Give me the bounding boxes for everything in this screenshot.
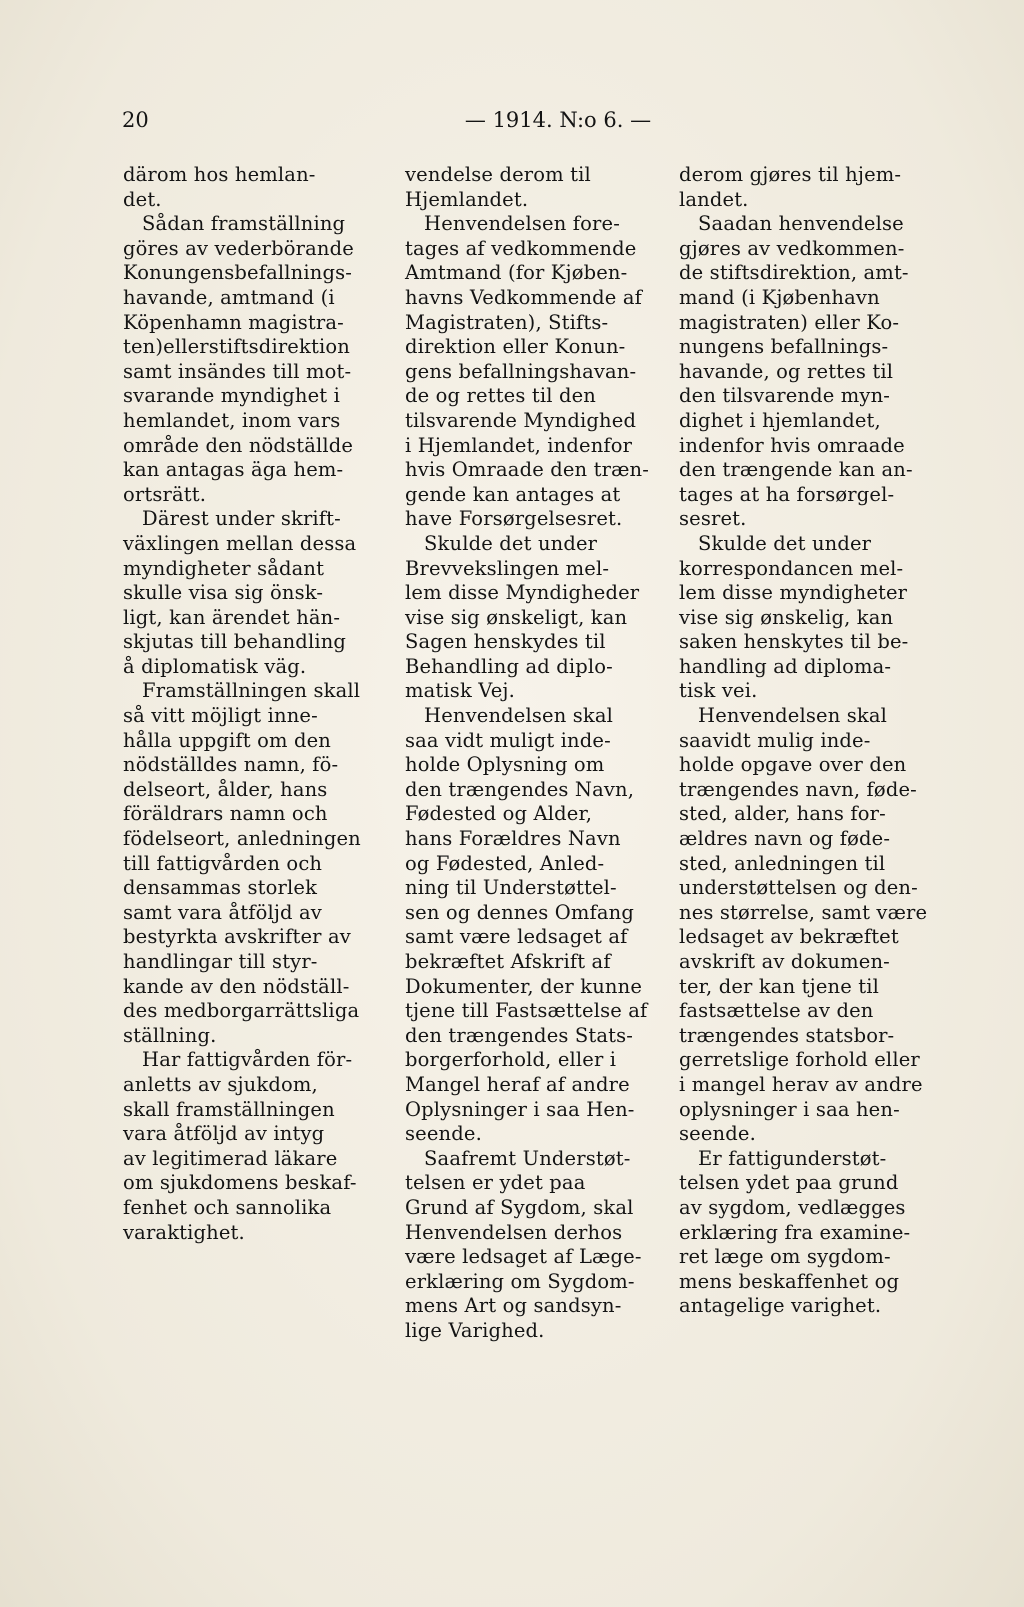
danish-text-line: Mangel heraf af andre [405,1072,630,1096]
norwegian-text-line: indenfor hvis omraade [679,433,905,457]
swedish-text-line: av legitimerad läkare [123,1146,338,1170]
swedish-column [123,163,385,1245]
running-title: — 1914. N:o 6. — [464,108,652,132]
norwegian-text-line: saavidt mulig inde- [679,728,871,752]
page-header [120,108,960,140]
danish-text-line: Grund af Sygdom, skal [405,1195,634,1219]
danish-text-line: samt være ledsaget af [405,925,628,949]
swedish-text-line: å diplomatisk väg. [123,654,307,678]
danish-text-line: tjene till Fastsættelse af [405,999,648,1023]
danish-text-line: telsen er ydet paa [405,1171,586,1195]
norwegian-text-line: Skulde det under [679,531,872,555]
norwegian-text-line: avskrift av dokumen- [679,950,890,973]
norwegian-text-line: holde opgave over den [679,753,907,777]
danish-text-line: Henvendelsen derhos [405,1220,623,1244]
swedish-text-line: så vitt möjligt inne- [123,704,318,728]
swedish-text-line: Sådan framställning [123,212,346,236]
danish-text-line: Oplysninger i saa Hen- [405,1097,635,1121]
swedish-text-line: varaktighet. [123,1220,245,1244]
norwegian-text-line: magistraten) eller Ko- [679,310,900,334]
danish-text-line: være ledsaget af Læge- [405,1245,642,1269]
norwegian-text-line: lem disse myndigheter [679,581,908,605]
danish-text-line: den trængendes Stats- [405,1023,634,1047]
swedish-text-line: födelseort, anledningen [123,827,361,851]
danish-text-line: og Fødested, Anled- [405,851,605,875]
norwegian-text-line: ledsaget av bekræftet [679,925,899,949]
danish-column [405,163,663,1344]
danish-text-line: Brevvekslingen mel- [405,556,610,580]
swedish-text-line: ortsrätt. [123,482,207,506]
danish-text-line: mens Art og sandsyn- [405,1294,622,1318]
swedish-text-line: densammas storlek [123,876,318,900]
swedish-text-line: kande av den nödställ- [123,974,350,998]
norwegian-text-line: telsen ydet paa grund [679,1171,899,1195]
norwegian-text-line: nungens befallnings- [679,335,889,359]
swedish-text-line: skulle visa sig önsk- [123,581,324,605]
norwegian-text-line: landet. [679,187,749,211]
danish-text-line: matisk Vej. [405,679,515,703]
danish-text-line: gende kan antages at [405,482,621,506]
norwegian-text-line: mand (i Kjøbenhavn [679,285,880,309]
danish-text-line: saa vidt muligt inde- [405,728,611,752]
danish-text-line: havns Vedkommende af [405,285,642,309]
danish-text-line: holde Oplysning om [405,753,605,777]
norwegian-text-line: erklæring fra examine- [679,1220,911,1244]
swedish-text-line: Köpenhamn magistra- [123,310,344,334]
swedish-text-line: ligt, kan ärendet hän- [123,605,341,629]
norwegian-text-line: seende. [679,1122,756,1146]
norwegian-text-line: ret læge om sygdom- [679,1245,891,1269]
danish-text-line: Amtmand (for Kjøben- [405,261,628,285]
norwegian-text-line: havande, og rettes til [679,359,894,383]
swedish-text-line: nödställdes namn, fö- [123,753,339,777]
swedish-text-line: des medborgarrättsliga [123,999,360,1023]
norwegian-text-line: handling ad diploma- [679,654,892,678]
norwegian-text-line: oplysninger i saa hen- [679,1097,900,1121]
danish-text-line: Henvendelsen skal [405,704,614,728]
norwegian-text-line: antagelige varighet. [679,1294,882,1318]
norwegian-text-line: Saadan henvendelse [679,212,904,236]
norwegian-text-line: saken henskytes til be- [679,630,909,654]
swedish-text-line: växlingen mellan dessa [123,531,357,555]
danish-text-line: de og rettes til den [405,384,597,408]
danish-text-line: Henvendelsen fore- [405,212,620,236]
swedish-text-line: svarande myndighet i [123,384,341,408]
danish-text-line: Saafremt Understøt- [405,1146,631,1170]
danish-text-line: i Hjemlandet, indenfor [405,433,633,457]
norwegian-text-line: gjøres av vedkommen- [679,236,905,260]
swedish-text-line: delseort, ålder, hans [123,777,328,801]
swedish-text-line: bestyrkta avskrifter av [123,925,351,949]
norwegian-column [679,163,941,1319]
norwegian-text-line: tisk vei. [679,679,758,703]
danish-text-line: Skulde det under [405,531,598,555]
danish-text-line: hvis Omraade den træn- [405,458,650,482]
danish-text-line: sen og dennes Omfang [405,900,634,924]
danish-text-line: vendelse derom til [405,163,591,186]
danish-text-line: erklæring om Sygdom- [405,1269,635,1293]
danish-text-line: bekræftet Afskrift af [405,950,611,973]
swedish-text-line: om sjukdomens beskaf- [123,1171,357,1195]
swedish-text-line: fenhet och sannolika [123,1195,332,1219]
page-number: 20 [122,108,149,132]
norwegian-text-line: fastsættelse av den [679,999,874,1023]
swedish-text-line: ten)ellerstiftsdirektion [123,335,350,359]
swedish-text-line: havande, amtmand (i [123,285,335,309]
norwegian-text-line: sted, alder, hans for- [679,802,886,826]
swedish-text-line: göres av vederbörande [123,236,354,260]
swedish-text-line: Har fattigvården för- [123,1048,353,1072]
danish-text-line: Fødested og Alder, [405,802,593,826]
swedish-text-line: anletts av sjukdom, [123,1072,318,1096]
danish-text-line: tilsvarende Myndighed [405,408,637,432]
swedish-text-line: föräldrars namn och [123,802,328,826]
norwegian-text-line: den trængende kan an- [679,458,913,482]
swedish-text-line: Konungensbefallnings- [123,261,352,285]
danish-text-line: lem disse Myndigheder [405,581,640,605]
danish-text-line: tages af vedkommende [405,236,637,260]
swedish-text-line: till fattigvården och [123,851,323,875]
norwegian-text-line: vise sig ønskelig, kan [679,605,894,629]
norwegian-text-line: understøttelsen og den- [679,876,918,900]
danish-text-line: lige Varighed. [405,1318,545,1342]
norwegian-text-line: sted, anledningen til [679,851,886,875]
danish-text-line: vise sig ønskeligt, kan [405,605,628,629]
swedish-text-line: det. [123,187,162,211]
danish-text-line: Dokumenter, der kunne [405,974,643,998]
swedish-text-line: hålla uppgift om den [123,728,331,752]
swedish-text-line: skall framställningen [123,1097,335,1121]
swedish-text-line: vara åtföljd av intyg [123,1122,325,1146]
danish-text-line: ning til Understøttel- [405,876,617,900]
swedish-text-line: område den nödställde [123,433,354,457]
norwegian-text-line: de stiftsdirektion, amt- [679,261,909,285]
danish-text-line: seende. [405,1122,482,1146]
norwegian-text-line: mens beskaffenhet og [679,1269,900,1293]
norwegian-text-line: Er fattigunderstøt- [679,1146,887,1170]
danish-text-line: hans Forældres Navn [405,827,621,851]
swedish-text-line: samt insändes till mot- [123,359,352,383]
danish-text-line: gens befallningshavan- [405,359,637,383]
norwegian-text-line: dighet i hjemlandet, [679,408,881,432]
norwegian-text-line: av sygdom, vedlægges [679,1195,906,1219]
norwegian-text-line: ter, der kan tjene til [679,974,880,998]
swedish-text-line: myndigheter sådant [123,556,325,580]
swedish-text-line: handlingar till styr- [123,950,318,973]
swedish-text-line: Framställningen skall [123,679,361,703]
danish-text-line: direktion eller Konun- [405,335,626,359]
danish-text-line: have Forsørgelsesret. [405,507,623,531]
norwegian-text-line: derom gjøres til hjem- [679,163,902,186]
norwegian-text-line: tages at ha forsørgel- [679,482,895,506]
danish-text-line: Sagen henskydes til [405,630,606,654]
swedish-text-line: skjutas till behandling [123,630,347,654]
norwegian-text-line: ældres navn og føde- [679,827,891,851]
danish-text-line: borgerforhold, eller i [405,1048,617,1072]
swedish-text-line: därom hos hemlan- [123,163,316,186]
swedish-text-line: samt vara åtföljd av [123,900,322,924]
swedish-text-line: ställning. [123,1023,217,1047]
norwegian-text-line: Henvendelsen skal [679,704,888,728]
norwegian-text-line: nes størrelse, samt være [679,900,928,924]
danish-text-line: Magistraten), Stifts- [405,310,609,334]
danish-text-line: Behandling ad diplo- [405,654,613,678]
norwegian-text-line: trængendes navn, føde- [679,777,917,801]
danish-text-line: Hjemlandet. [405,187,529,211]
norwegian-text-line: i mangel herav av andre [679,1072,923,1096]
norwegian-text-line: gerretslige forhold eller [679,1048,920,1072]
norwegian-text-line: sesret. [679,507,747,531]
swedish-text-line: hemlandet, inom vars [123,408,341,432]
swedish-text-line: kan antagas äga hem- [123,458,344,482]
norwegian-text-line: trængendes statsbor- [679,1023,895,1047]
norwegian-text-line: korrespondancen mel- [679,556,904,580]
danish-text-line: den trængendes Navn, [405,777,635,801]
swedish-text-line: Därest under skrift- [123,507,341,531]
norwegian-text-line: den tilsvarende myn- [679,384,891,408]
